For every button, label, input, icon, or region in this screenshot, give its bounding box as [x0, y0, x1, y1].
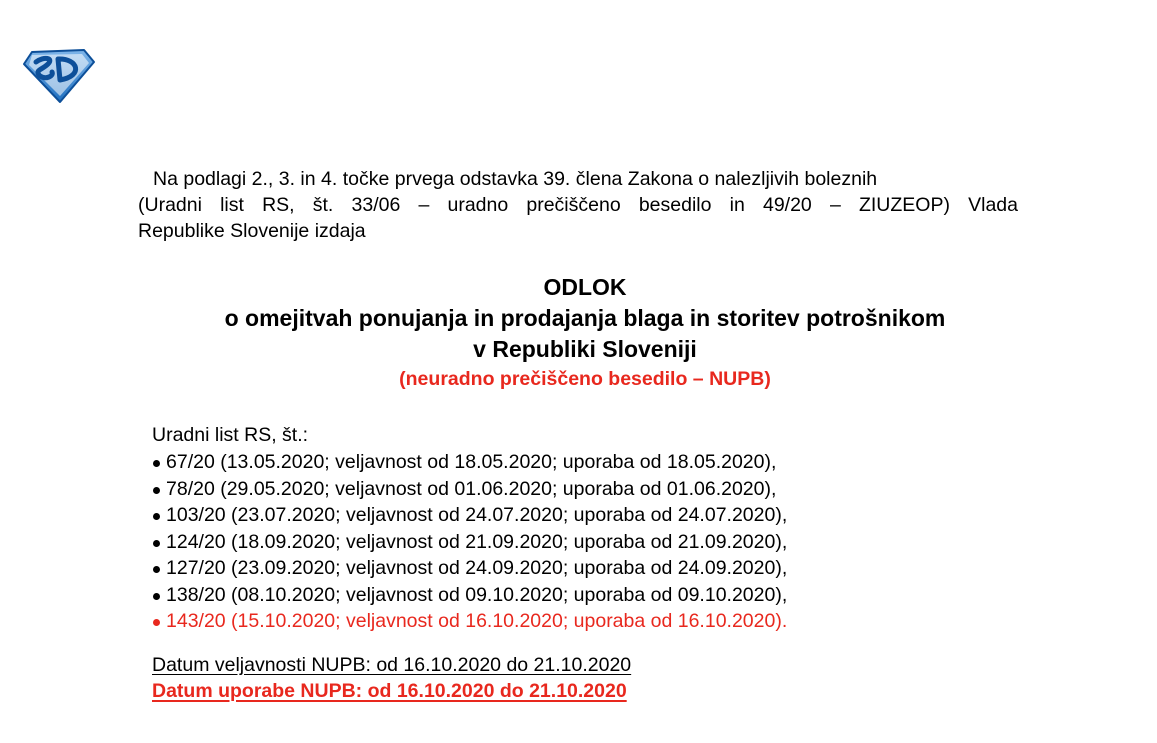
list-item	[152, 582, 787, 609]
bullet-icon	[153, 540, 160, 547]
gazette-entry: 127/20 (23.09.2020; veljavnost od 24.09.2020; uporaba od 24.09.2020),	[166, 557, 788, 579]
gazette-header: Uradni list RS, št.:	[152, 424, 309, 446]
gazette-entry: 124/20 (18.09.2020; veljavnost od 21.09.2020; uporaba od 21.09.2020),	[166, 530, 788, 553]
gazette-entry: 138/20 (08.10.2020; veljavnost od 09.10.2020; uporaba od 09.10.2020),	[166, 583, 788, 606]
list-item-current	[152, 608, 787, 635]
bullet-icon	[153, 593, 160, 600]
gazette-entry: 143/20 (15.10.2020; veljavnost od 16.10.2020; uporaba od 16.10.2020).	[166, 610, 788, 632]
nupb-dates	[152, 652, 631, 704]
list-item	[152, 529, 787, 556]
gazette-entry: 78/20 (29.05.2020; veljavnost od 01.06.2020; uporaba od 01.06.2020),	[166, 477, 777, 500]
document-title: ODLOK	[543, 274, 627, 300]
gazette-entry: 67/20 (13.05.2020; veljavnost od 18.05.2020; uporaba od 18.05.2020),	[166, 451, 777, 473]
usage-date: Datum uporabe NUPB: od 16.10.2020 do 21.10.2020	[152, 680, 627, 702]
gazette-list	[152, 449, 787, 635]
validity-date: Datum veljavnosti NUPB: od 16.10.2020 do 21.10.2020	[152, 654, 632, 676]
document-subtitle: v Republiki Sloveniji	[473, 336, 697, 362]
list-item	[152, 449, 787, 476]
gazette-entry: 103/20 (23.07.2020; veljavnost od 24.07.2020; uporaba od 24.07.2020),	[166, 504, 788, 526]
bullet-icon	[153, 513, 160, 520]
intro-paragraph	[138, 166, 1018, 244]
gazette-references	[152, 422, 787, 635]
intro-line: Republike Slovenije izdaja	[138, 220, 366, 242]
bullet-icon	[153, 566, 160, 573]
bullet-icon	[153, 619, 160, 626]
document-subtitle: o omejitvah ponujanja in prodajanja blaga in storitev potrošnikom	[224, 305, 946, 331]
intro-line: (Uradni list RS, št. 33/06 – uradno prečiščeno besedilo in 49/20 – ZIUZEOP) Vlada	[138, 194, 1018, 216]
list-item	[152, 555, 787, 582]
consolidated-text-note: (neuradno prečiščeno besedilo – NUPB)	[399, 368, 771, 390]
bullet-icon	[153, 460, 160, 467]
logo-icon	[20, 46, 98, 104]
document-heading	[0, 272, 1157, 393]
intro-line: Na podlagi 2., 3. in 4. točke prvega odstavka 39. člena Zakona o nalezljivih boleznih	[153, 168, 878, 190]
list-item	[152, 502, 787, 529]
bullet-icon	[153, 487, 160, 494]
list-item	[152, 476, 787, 503]
